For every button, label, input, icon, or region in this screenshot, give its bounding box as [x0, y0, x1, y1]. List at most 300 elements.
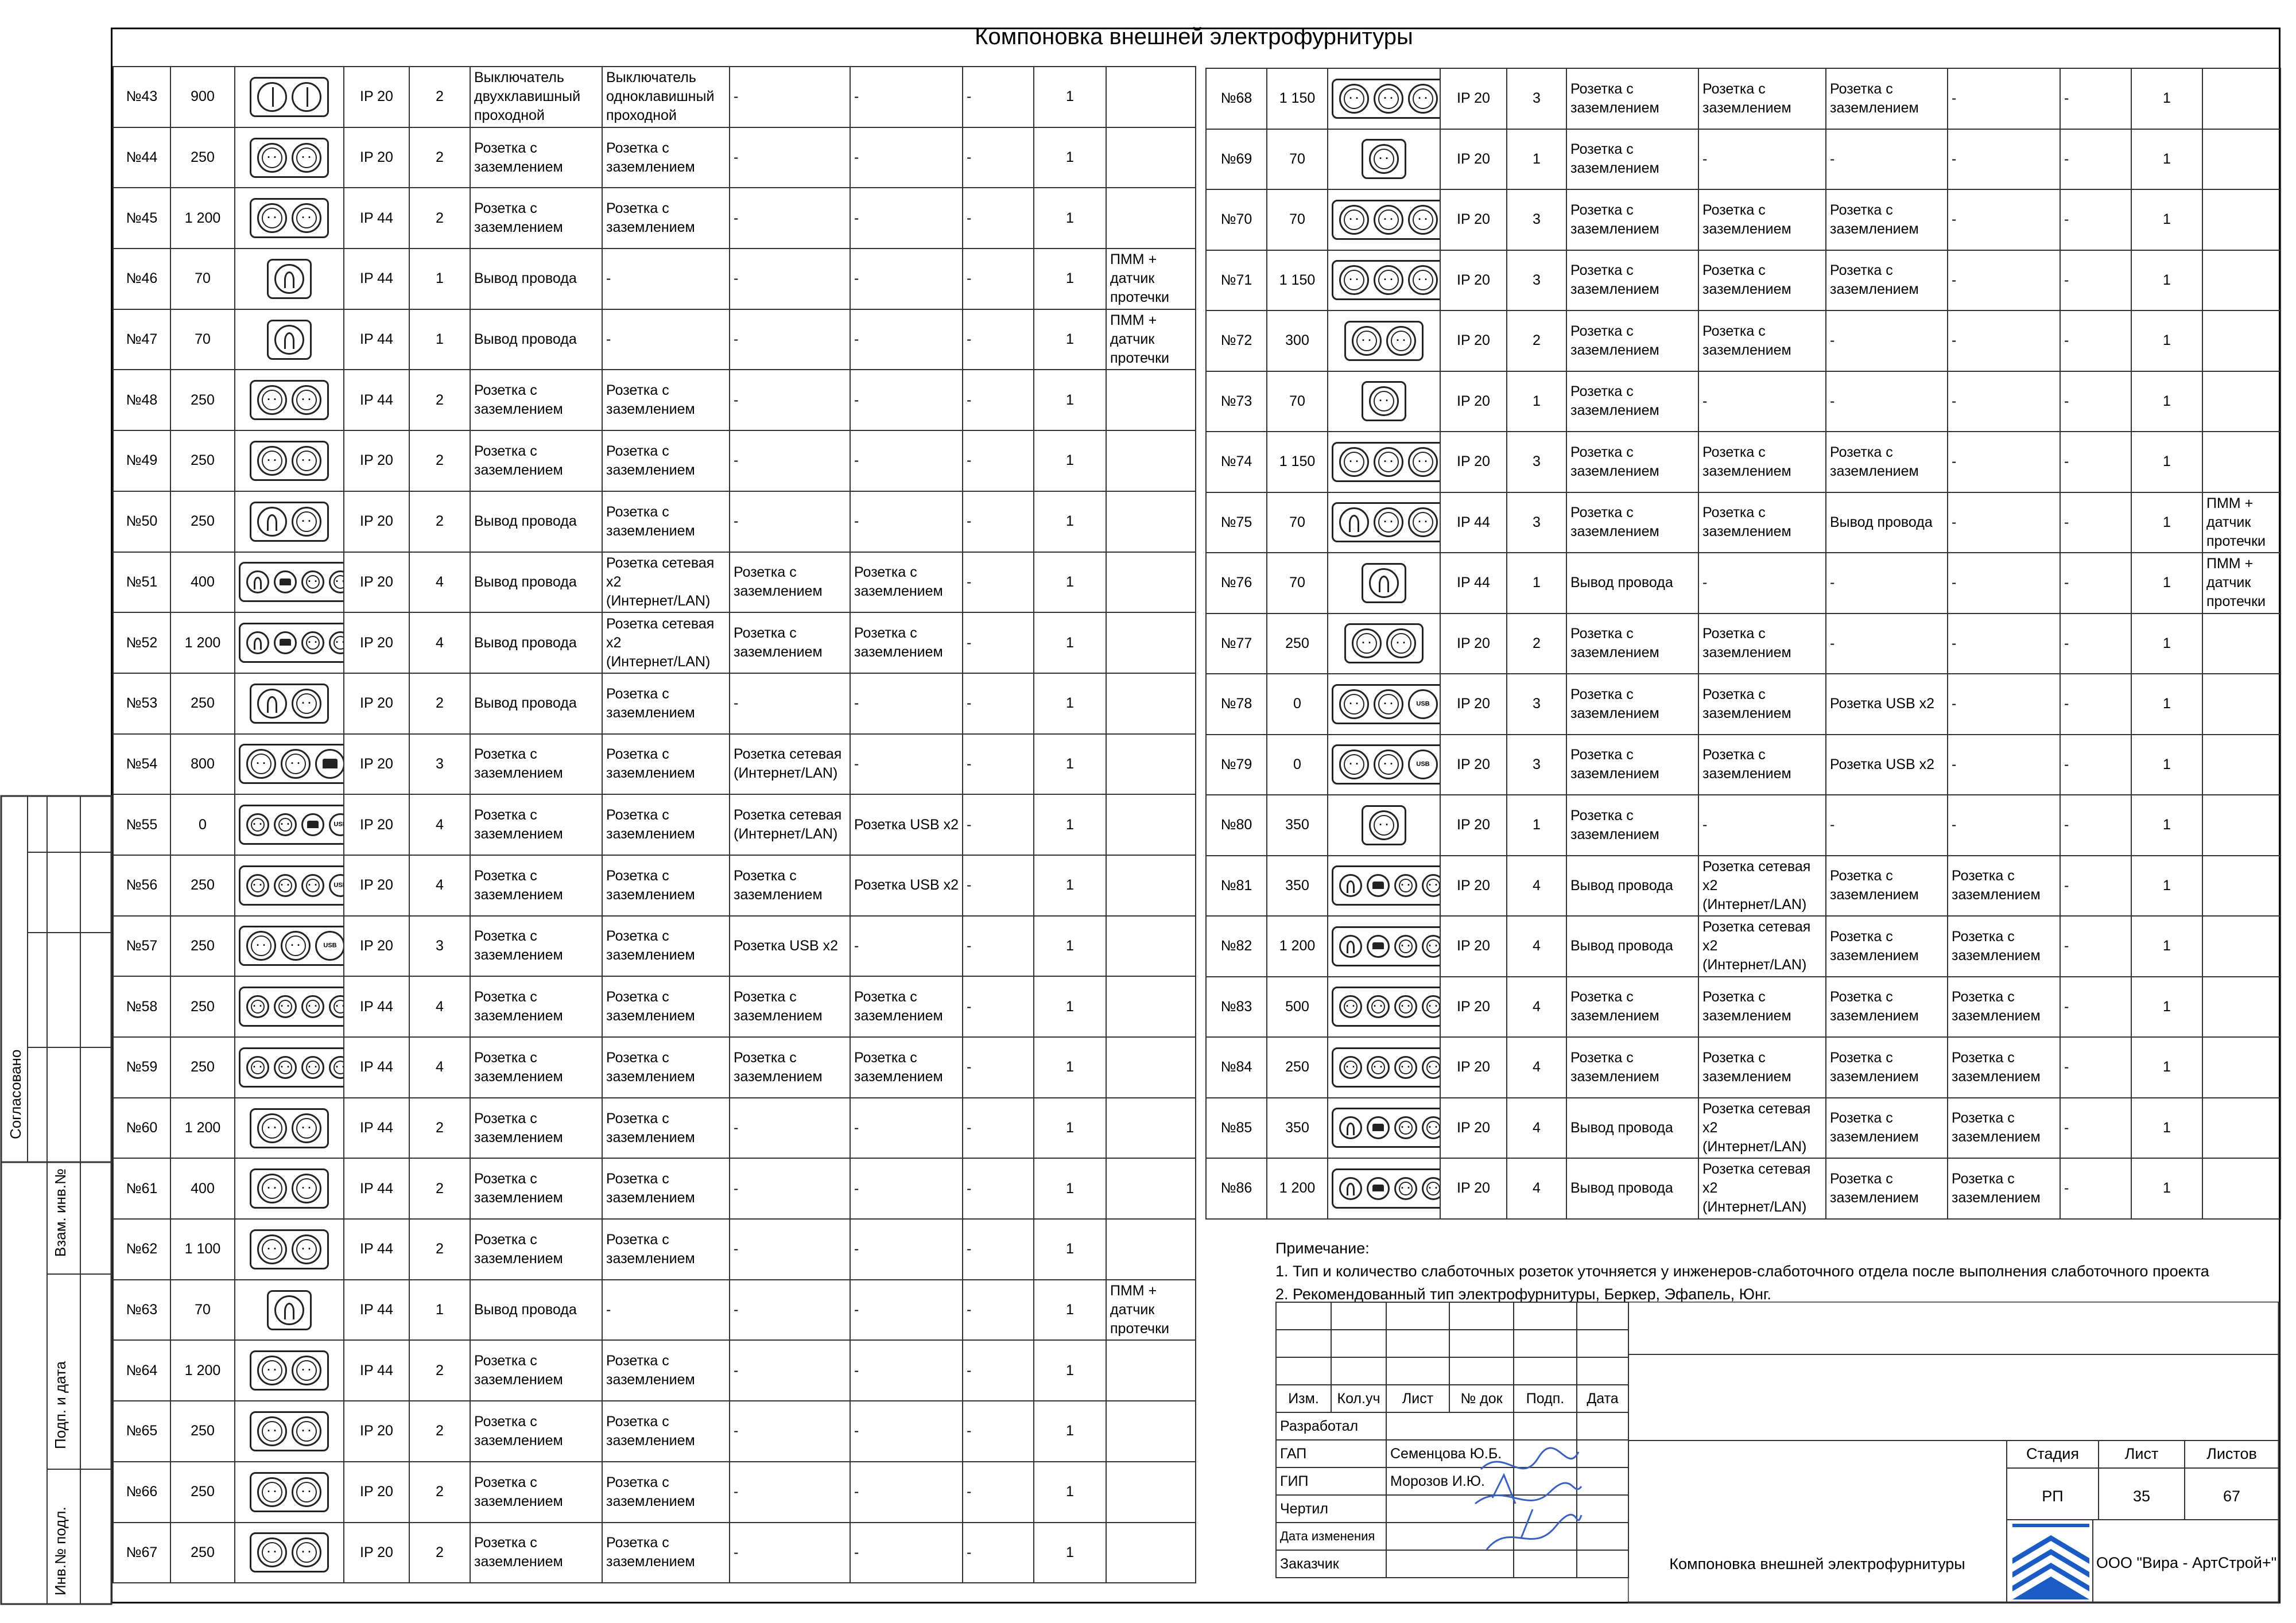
post-4: - [1948, 614, 2060, 674]
quantity: 1 [1034, 1098, 1106, 1159]
post-count: 2 [409, 1340, 470, 1401]
post-4: - [1948, 553, 2060, 614]
socket-icon [257, 1356, 287, 1385]
frame-plate [250, 77, 329, 117]
post-2: Розетка с заземлением [1698, 735, 1826, 795]
post-1: Розетка с заземлением [1566, 310, 1698, 371]
socket-icon [1408, 205, 1438, 235]
ip-rating: IP 20 [1440, 614, 1507, 674]
post-2: Розетка сетевая x2 (Интернет/LAN) [602, 612, 730, 673]
left-spec-table [113, 66, 1196, 1583]
table-row [113, 370, 1196, 430]
socket-icon [1339, 447, 1369, 477]
ip-rating: IP 20 [1440, 1098, 1507, 1159]
post-4: - [1948, 189, 2060, 250]
table-row [1206, 856, 2281, 917]
item-number: №54 [113, 734, 170, 795]
post-1: Розетка с заземлением [1566, 129, 1698, 190]
post-3: - [1826, 553, 1948, 614]
table-row [113, 1280, 1196, 1341]
socket-icon [1367, 995, 1390, 1018]
post-count: 4 [1507, 1098, 1566, 1159]
device-plate [1328, 189, 1440, 250]
quantity: 1 [2131, 1158, 2202, 1219]
post-5: - [2060, 250, 2131, 311]
device-plate [1328, 250, 1440, 311]
quantity: 1 [1034, 855, 1106, 916]
remark [1106, 491, 1196, 552]
post-5: - [963, 249, 1034, 309]
device-plate [1328, 1158, 1440, 1219]
notes [1275, 1237, 2274, 1306]
post-2: - [602, 1280, 730, 1341]
post-4: - [1948, 371, 2060, 432]
remark [1106, 916, 1196, 977]
mount-height: 1 150 [1267, 68, 1328, 129]
ip-rating: IP 44 [344, 188, 409, 249]
item-number: №66 [113, 1462, 170, 1523]
remark [2202, 674, 2281, 735]
socket-icon [1374, 205, 1403, 235]
quantity: 1 [2131, 795, 2202, 856]
quantity: 1 [2131, 189, 2202, 250]
post-1: Вывод провода [470, 612, 602, 673]
table-row [1206, 916, 2281, 977]
post-2: Розетка с заземлением [1698, 250, 1826, 311]
table-row [113, 249, 1196, 309]
table-row [113, 1340, 1196, 1401]
socket-icon [1386, 628, 1416, 658]
device-plate [235, 1037, 344, 1098]
device-plate [235, 1340, 344, 1401]
remark [1106, 430, 1196, 491]
socket-icon [1394, 1056, 1417, 1079]
quantity: 1 [1034, 1219, 1106, 1280]
post-3: Розетка с заземлением [1826, 1098, 1948, 1159]
table-row [113, 794, 1196, 855]
table-row [113, 855, 1196, 916]
ip-rating: IP 20 [1440, 674, 1507, 735]
mount-height: 250 [170, 491, 235, 552]
remark [1106, 188, 1196, 249]
mount-height: 70 [170, 249, 235, 309]
socket-icon [281, 749, 311, 779]
socket-icon [292, 507, 321, 537]
item-number: №51 [113, 552, 170, 613]
post-count: 2 [409, 67, 470, 127]
socket-icon [257, 385, 287, 415]
item-number: №67 [113, 1523, 170, 1583]
item-number: №64 [113, 1340, 170, 1401]
post-4: - [850, 370, 963, 430]
post-5: - [963, 673, 1034, 734]
wire-outlet-icon [1339, 1116, 1362, 1139]
frame-plate [250, 380, 329, 420]
socket-icon [329, 631, 344, 654]
mount-height: 400 [170, 552, 235, 613]
mount-height: 350 [1267, 795, 1328, 856]
device-plate [1328, 68, 1440, 129]
ip-rating: IP 44 [344, 1280, 409, 1341]
socket-icon [1422, 1056, 1440, 1079]
socket-icon [246, 749, 276, 779]
post-count: 1 [1507, 795, 1566, 856]
post-2: Розетка сетевая x2 (Интернет/LAN) [1698, 1098, 1826, 1159]
ip-rating: IP 44 [344, 1158, 409, 1219]
post-1: Вывод провода [1566, 1098, 1698, 1159]
table-row [113, 734, 1196, 795]
quantity: 1 [2131, 856, 2202, 917]
table-row [1206, 1037, 2281, 1098]
post-3: Розетка с заземлением [1826, 977, 1948, 1038]
mount-height: 1 200 [170, 1340, 235, 1401]
post-4: - [850, 1219, 963, 1280]
post-1: Розетка с заземлением [470, 916, 602, 977]
post-1: Вывод провода [470, 309, 602, 370]
socket-icon [257, 1537, 287, 1567]
ip-rating: IP 20 [1440, 977, 1507, 1038]
frame-plate [250, 1350, 329, 1391]
post-2: Розетка с заземлением [1698, 68, 1826, 129]
socket-icon [257, 143, 287, 173]
post-count: 2 [409, 127, 470, 188]
post-1: Розетка с заземлением [1566, 68, 1698, 129]
agreed-label: Согласовано [7, 1049, 24, 1139]
post-3: - [730, 309, 850, 370]
socket-icon [1422, 1116, 1440, 1139]
usb-socket-icon [329, 813, 344, 836]
post-4: - [850, 1523, 963, 1583]
col-list: Лист [1386, 1385, 1449, 1412]
quantity: 1 [1034, 673, 1106, 734]
wire-outlet-icon [246, 631, 269, 654]
post-2: Выключатель одноклавишный проходной [602, 67, 730, 127]
post-4: - [850, 309, 963, 370]
remark [1106, 552, 1196, 613]
post-5: - [963, 794, 1034, 855]
socket-icon [1394, 995, 1417, 1018]
post-2: - [1698, 795, 1826, 856]
socket-icon [274, 813, 297, 836]
quantity: 1 [1034, 491, 1106, 552]
frame-plate [239, 562, 344, 602]
frame-plate [239, 805, 344, 845]
item-number: №80 [1206, 795, 1267, 856]
ip-rating: IP 20 [1440, 432, 1507, 492]
post-5: - [963, 1098, 1034, 1159]
post-count: 2 [409, 1523, 470, 1583]
post-1: Розетка с заземлением [470, 370, 602, 430]
socket-icon [1422, 874, 1440, 897]
item-number: №65 [113, 1401, 170, 1462]
post-2: - [1698, 553, 1826, 614]
col-ndoc: № док [1449, 1385, 1514, 1412]
network-socket-icon [1367, 935, 1390, 958]
quantity: 1 [2131, 735, 2202, 795]
document-title: Компоновка внешней электрофурнитуры [1669, 1555, 1965, 1572]
post-1: Розетка с заземлением [470, 1037, 602, 1098]
remark [2202, 1098, 2281, 1159]
post-1: Розетка с заземлением [1566, 795, 1698, 856]
post-4: - [1948, 250, 2060, 311]
post-3: - [1826, 310, 1948, 371]
device-plate [235, 552, 344, 613]
post-5: - [963, 67, 1034, 127]
replace-inv-label: Взам. инв.№ [52, 1168, 69, 1257]
device-plate [1328, 795, 1440, 856]
remark [2202, 977, 2281, 1038]
post-count: 2 [1507, 614, 1566, 674]
quantity: 1 [2131, 371, 2202, 432]
post-1: Розетка с заземлением [1566, 250, 1698, 311]
item-number: №78 [1206, 674, 1267, 735]
ip-rating: IP 44 [344, 370, 409, 430]
network-socket-icon [1367, 1116, 1390, 1139]
post-2: Розетка с заземлением [602, 1340, 730, 1401]
post-2: Розетка с заземлением [602, 491, 730, 552]
post-5: - [2060, 1037, 2131, 1098]
socket-icon [1394, 1116, 1417, 1139]
socket-icon [1339, 995, 1362, 1018]
table-row [1206, 492, 2281, 553]
socket-icon [246, 1056, 269, 1079]
device-plate [235, 188, 344, 249]
post-1: Вывод провода [1566, 916, 1698, 977]
remark [2202, 68, 2281, 129]
post-count: 2 [1507, 310, 1566, 371]
post-3: Розетка с заземлением [730, 612, 850, 673]
mount-height: 1 200 [170, 188, 235, 249]
remark [1106, 794, 1196, 855]
socket-icon [1422, 1177, 1440, 1200]
socket-icon [1394, 935, 1417, 958]
post-4: Розетка с заземлением [850, 552, 963, 613]
mount-height: 70 [1267, 492, 1328, 553]
device-plate [1328, 371, 1440, 432]
device-plate [235, 794, 344, 855]
quantity: 1 [2131, 977, 2202, 1038]
socket-icon [292, 1113, 321, 1143]
remark [2202, 916, 2281, 977]
post-count: 2 [409, 673, 470, 734]
post-5: - [963, 370, 1034, 430]
table-row [113, 67, 1196, 127]
table-row [113, 976, 1196, 1037]
table-row [113, 612, 1196, 673]
post-1: Вывод провода [1566, 553, 1698, 614]
usb-socket-icon [315, 931, 344, 961]
socket-icon [257, 1174, 287, 1203]
post-5: - [963, 1219, 1034, 1280]
post-3: Розетка с заземлением [1826, 856, 1948, 917]
mount-height: 70 [1267, 129, 1328, 190]
frame-plate [1332, 1168, 1440, 1209]
post-3: Вывод провода [1826, 492, 1948, 553]
item-number: №58 [113, 976, 170, 1037]
table-row [113, 309, 1196, 370]
post-3: - [730, 1401, 850, 1462]
socket-icon [292, 385, 321, 415]
post-5: - [2060, 977, 2131, 1038]
approval-margin [0, 795, 113, 1605]
post-count: 4 [1507, 916, 1566, 977]
socket-icon [1374, 265, 1403, 295]
post-5: - [963, 1523, 1034, 1583]
frame-plate [250, 684, 329, 724]
remark [1106, 976, 1196, 1037]
post-1: Розетка с заземлением [470, 734, 602, 795]
post-2: Розетка с заземлением [1698, 432, 1826, 492]
post-1: Розетка с заземлением [470, 127, 602, 188]
table-row [1206, 129, 2281, 190]
item-number: №56 [113, 855, 170, 916]
post-4: - [850, 1462, 963, 1523]
device-plate [235, 249, 344, 309]
remark [2202, 1158, 2281, 1219]
device-plate [235, 855, 344, 916]
ip-rating: IP 44 [344, 1098, 409, 1159]
socket-icon [292, 689, 321, 719]
sheets-label: Листов [2206, 1445, 2257, 1462]
mount-height: 250 [1267, 614, 1328, 674]
post-5: - [2060, 129, 2131, 190]
socket-icon [301, 570, 324, 593]
ip-rating: IP 20 [344, 612, 409, 673]
network-socket-icon [315, 749, 344, 779]
remark [2202, 614, 2281, 674]
socket-icon [1352, 628, 1382, 658]
remark [2202, 856, 2281, 917]
socket-icon [1339, 1056, 1362, 1079]
post-2: Розетка с заземлением [602, 127, 730, 188]
table-row [1206, 371, 2281, 432]
socket-icon [329, 995, 344, 1018]
post-3: - [730, 1340, 850, 1401]
ip-rating: IP 20 [344, 1401, 409, 1462]
post-count: 4 [409, 1037, 470, 1098]
frame-plate [250, 1108, 329, 1148]
mount-height: 250 [170, 1401, 235, 1462]
mount-height: 1 200 [170, 1098, 235, 1159]
post-3: - [730, 1158, 850, 1219]
socket-icon [1374, 750, 1403, 779]
ip-rating: IP 20 [1440, 735, 1507, 795]
stage-value: РП [2042, 1488, 2064, 1505]
post-count: 4 [1507, 1037, 1566, 1098]
frame-plate [250, 502, 329, 542]
ip-rating: IP 44 [344, 1037, 409, 1098]
post-1: Розетка с заземлением [1566, 674, 1698, 735]
quantity: 1 [1034, 1280, 1106, 1341]
mount-height: 250 [170, 430, 235, 491]
ip-rating: IP 20 [344, 794, 409, 855]
post-1: Розетка с заземлением [1566, 432, 1698, 492]
device-plate [1328, 492, 1440, 553]
item-number: №45 [113, 188, 170, 249]
ip-rating: IP 44 [344, 1219, 409, 1280]
quantity: 1 [2131, 68, 2202, 129]
post-3: Розетка с заземлением [1826, 1037, 1948, 1098]
frame-plate [250, 1472, 329, 1512]
post-5: - [963, 1462, 1034, 1523]
post-4: - [850, 1401, 963, 1462]
device-plate [1328, 310, 1440, 371]
wire-outlet-icon [1369, 568, 1399, 598]
ip-rating: IP 44 [344, 309, 409, 370]
device-plate [1328, 1037, 1440, 1098]
post-4: - [850, 1158, 963, 1219]
post-1: Розетка с заземлением [470, 1523, 602, 1583]
post-2: Розетка с заземлением [602, 976, 730, 1037]
remark [2202, 189, 2281, 250]
mount-height: 70 [1267, 371, 1328, 432]
quantity: 1 [1034, 127, 1106, 188]
remark [1106, 67, 1196, 127]
post-2: Розетка сетевая x2 (Интернет/LAN) [1698, 916, 1826, 977]
socket-icon [1408, 265, 1438, 295]
post-4: - [850, 734, 963, 795]
post-5: - [2060, 1098, 2131, 1159]
frame-plate [239, 744, 344, 784]
ip-rating: IP 20 [1440, 856, 1507, 917]
ip-rating: IP 44 [344, 976, 409, 1037]
role-gap: ГАП [1276, 1440, 1386, 1467]
post-1: Вывод провода [470, 552, 602, 613]
post-count: 1 [1507, 553, 1566, 614]
post-5: - [2060, 1158, 2131, 1219]
post-count: 4 [409, 612, 470, 673]
post-4: - [1948, 310, 2060, 371]
post-1: Выключатель двухклавишный проходной [470, 67, 602, 127]
post-2: Розетка с заземлением [1698, 1037, 1826, 1098]
wire-outlet-icon [1339, 874, 1362, 897]
device-plate [235, 430, 344, 491]
mount-height: 0 [170, 794, 235, 855]
wire-outlet-icon [274, 1295, 304, 1325]
socket-icon [281, 931, 311, 961]
remark [2202, 432, 2281, 492]
frame-plate [239, 623, 344, 663]
wire-outlet-icon [1339, 1177, 1362, 1200]
post-5: - [963, 976, 1034, 1037]
socket-icon [1369, 810, 1399, 840]
ip-rating: IP 20 [344, 916, 409, 977]
socket-icon [292, 1356, 321, 1385]
device-plate [235, 127, 344, 188]
socket-icon [292, 1537, 321, 1567]
ip-rating: IP 44 [1440, 492, 1507, 553]
post-count: 3 [1507, 68, 1566, 129]
mount-height: 250 [170, 976, 235, 1037]
quantity: 1 [1034, 1037, 1106, 1098]
company-name: ООО "Вира - АртСтрой+" [2096, 1554, 2277, 1571]
table-row [1206, 189, 2281, 250]
quantity: 1 [1034, 734, 1106, 795]
table-row [1206, 977, 2281, 1038]
frame-plate [1362, 805, 1406, 845]
table-row [113, 673, 1196, 734]
frame-plate [1332, 987, 1440, 1027]
post-2: Розетка с заземлением [602, 430, 730, 491]
post-1: Розетка с заземлением [470, 1158, 602, 1219]
socket-icon [292, 1416, 321, 1446]
socket-icon [1374, 84, 1403, 114]
post-2: Розетка с заземлением [602, 1158, 730, 1219]
socket-icon [329, 570, 344, 593]
post-2: Розетка с заземлением [602, 188, 730, 249]
sheets-value: 67 [2223, 1488, 2241, 1505]
table-row [113, 1158, 1196, 1219]
